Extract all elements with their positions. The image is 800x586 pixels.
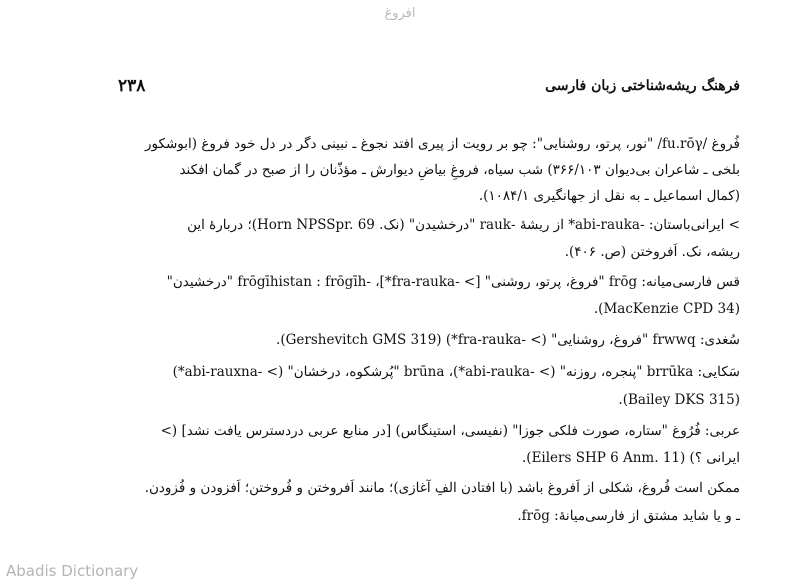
page-number: ۲۳۸	[118, 76, 146, 96]
entry-line-4: > ایرانی‌باستان: -abi-rauka* از ریشهٔ -rauk "درخشیدن" (نک. Horn NPSSpr. 69)؛ دربارهٔ این	[187, 217, 740, 233]
entry-line-14: ـ و یا شاید مشتق از فارسی‌میانهٔ: frōg.	[517, 508, 740, 524]
bottom-watermark: Abadis Dictionary	[6, 562, 139, 580]
entry-line-3: (کمال اسماعیل ـ به نقل از جهانگیری ۱۰۸۴/۱).	[478, 188, 740, 204]
book-title: فرهنگ ریشه‌شناختی زبان فارسی	[545, 78, 740, 94]
entry-line-1: فُروغ /fu.rōγ/ "نور، پرتو، روشنایی": چو بر رویت از پیری افتد نجوغ ـ نبینی دگر در دل خود فروغ (ابوشکور	[145, 136, 740, 152]
top-watermark: افروغ	[384, 6, 416, 21]
page-header	[118, 76, 740, 98]
entry-line-5: ریشه، نک. اَفروختن (ص. ۴۰۶).	[564, 244, 740, 260]
entry-line-11: عربی: فُرُوغ "ستاره، صورت فلکی جوزا" (نفیسی، استینگاس) [در منابع عربی دردسترس یافت نشد] (>	[160, 423, 740, 439]
entry-line-13: ممکن است فُروغ، شکلی از اَفروغ باشد (با افتادن الفِ آغازی)؛ مانند اَفروختن و فُروختن؛ اَفزودن و فُزودن.	[144, 480, 740, 496]
entry-line-9: سَکایی: brrūka "پنجره، روزنه" (> -abi-rauka*)، brūna "پُرشکوه، درخشان" (> -abi-rauxna*)	[172, 364, 740, 380]
entry-line-12: ایرانی ؟) (Eilers SHP 6 Anm. 11).	[522, 450, 740, 466]
entry-line-7: (MacKenzie CPD 34).	[593, 301, 740, 317]
entry-line-2: بلخی ـ شاعران بی‌دیوان ۳۶۶/۱۰۳) شب سیاه، فروغِ بیاضِ دیوارش ـ مؤذّنان را از صبح در گمان افکند	[179, 162, 740, 178]
entry-line-8: سُغدی: frwwq "فروغ، روشنایی" (> -fra-rauka*) (Gershevitch GMS 319).	[276, 332, 740, 348]
entry-line-6: قس فارسی‌میانه: frōg "فروغ، پرتو، روشنی" [> -fra-rauka*]، -frōgīhistan : frōgīh "درخشیدن"	[166, 274, 740, 290]
entry-line-10: (Bailey DKS 315).	[618, 392, 740, 408]
